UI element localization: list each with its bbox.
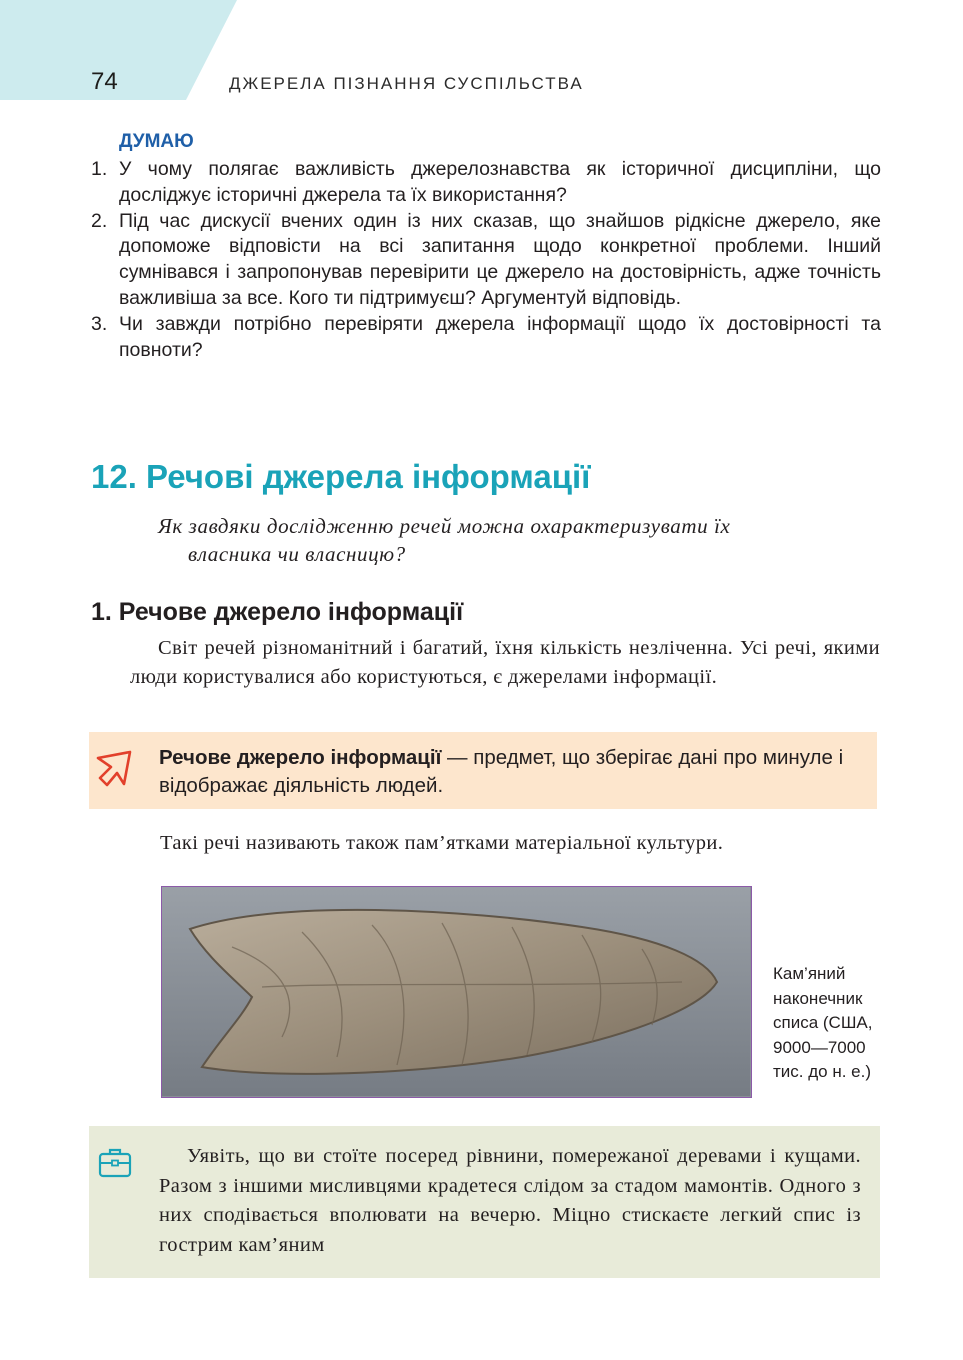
definition-term: Речове джерело інформації bbox=[159, 746, 442, 769]
running-head: ДЖЕРЕЛА ПІЗНАННЯ СУСПІЛЬСТВА bbox=[229, 74, 584, 93]
think-section-title: ДУМАЮ bbox=[119, 131, 194, 152]
question-number: 2. bbox=[91, 209, 108, 232]
imagine-task-box bbox=[89, 1126, 880, 1278]
lesson-key-question bbox=[158, 512, 880, 568]
briefcase-icon bbox=[97, 1144, 133, 1180]
definition-body: — предмет, що зберігає дані про минуле і відображає діяльність людей. bbox=[159, 746, 844, 797]
section-title: 1. Речове джерело інформації bbox=[91, 598, 464, 626]
lesson-question-line1: Як завдяки дослідженню речей можна охарактеризувати їх bbox=[158, 514, 731, 538]
stone-spearhead-photo bbox=[161, 886, 752, 1098]
question-text: Під час дискусії вчених один із них сказав, що знайшов рідкісне джерело, яке допоможе відповісти на всі запитання щодо конкретної проблеми. Інший сумнівався і запропонував перевірити це джерело на достовірність, адже точність важливіша за все. Кого ти підтримуєш? Аргументуй відповідь. bbox=[119, 209, 881, 309]
lesson-title: 12. Речові джерела інформації bbox=[91, 458, 591, 495]
corner-band bbox=[0, 0, 240, 100]
paragraph-material-culture: Такі речі називають також пам’ятками матеріальної культури. bbox=[160, 832, 724, 854]
question-text: Чи завжди потрібно перевіряти джерела інформації щодо їх достовірності та повноти? bbox=[119, 312, 881, 361]
photo-caption: Кам’яний наконечник списа (США, 9000—7000 тис. до н. е.) bbox=[773, 964, 873, 1081]
task-text: Уявіть, що ви стоїте посеред рівнини, помережаної деревами і кущами. Разом з іншими мисливцями крадетеся слідом за стадом мамонтів. Одного з них сподівається вполювати на вечерю. Міцно стискаєте легкий спис із гострим кам’яним bbox=[159, 1145, 861, 1256]
question-number: 3. bbox=[91, 312, 108, 335]
question-item bbox=[91, 312, 881, 364]
lesson-question-line2: власника чи власницю? bbox=[188, 542, 406, 566]
arrow-cursor-icon bbox=[92, 748, 136, 792]
page-number: 74 bbox=[91, 68, 118, 95]
question-number: 1. bbox=[91, 158, 108, 180]
think-questions-list bbox=[91, 157, 881, 363]
definition-text bbox=[159, 744, 869, 800]
question-item bbox=[91, 157, 881, 209]
question-item bbox=[91, 209, 881, 312]
spearhead-illustration bbox=[162, 887, 750, 1096]
definition-box bbox=[89, 732, 877, 809]
question-text: У чому полягає важливість джерелознавства як історичної дисципліни, що досліджує історичні джерела та їх використання? bbox=[119, 158, 881, 206]
paragraph-intro: Світ речей різноманітний і багатий, їхня кількість незліченна. Усі речі, якими люди користувалися або користуються, є джерелами інформації. bbox=[130, 637, 880, 688]
